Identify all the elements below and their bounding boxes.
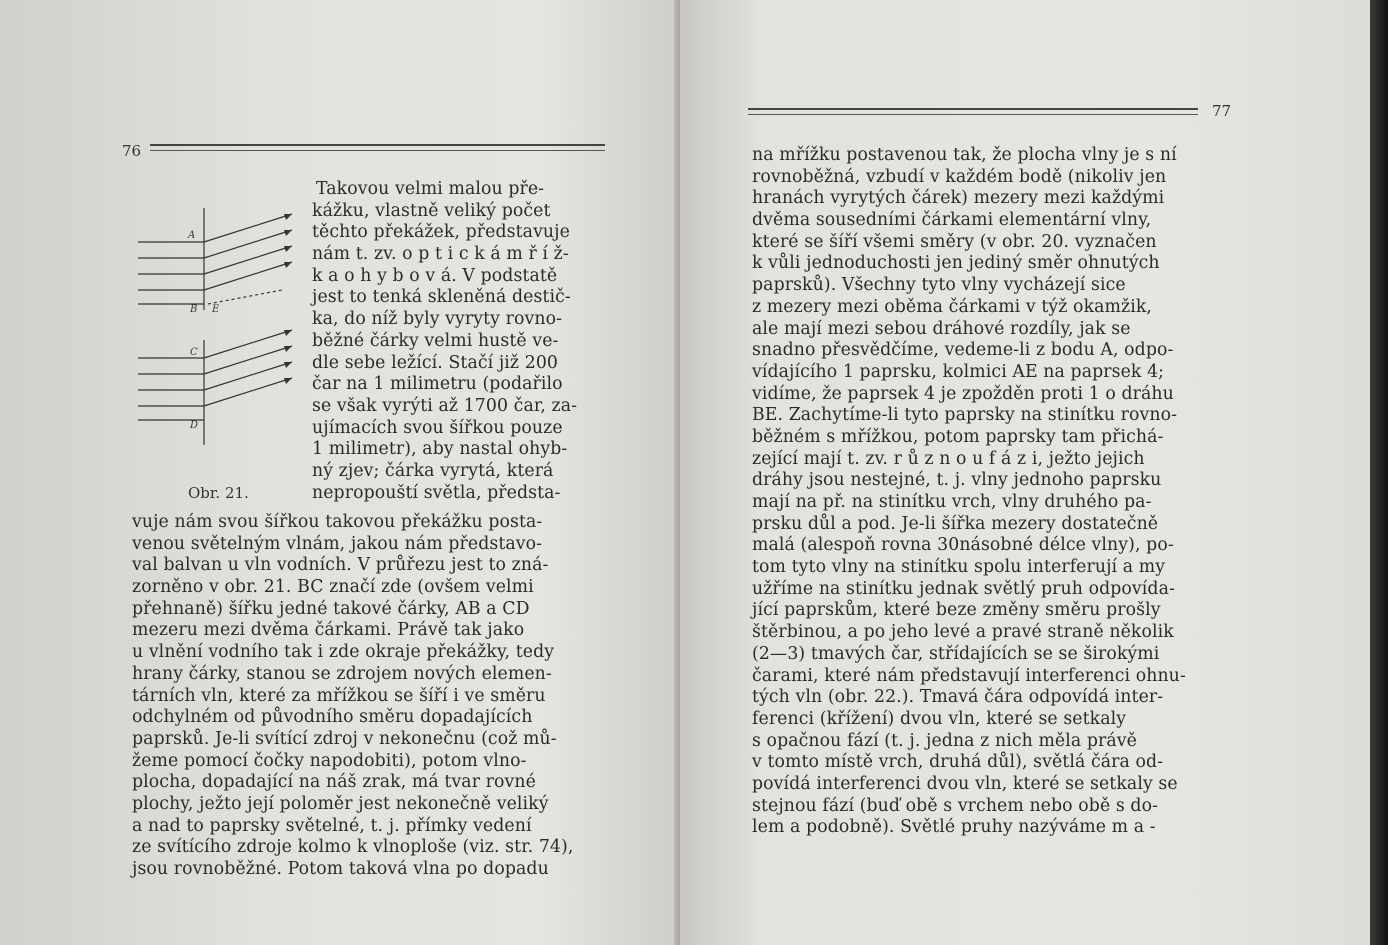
text-line: snadno přesvědčíme, vedeme-li z bodu A, odpo- xyxy=(752,340,1174,361)
scan-edge xyxy=(1370,0,1388,945)
figure-label-b: B xyxy=(190,304,198,315)
text-line: ze svítícího zdroje kolmo k vlnoploše (viz. str. 74), xyxy=(132,837,574,858)
full-width-paragraph xyxy=(132,512,573,881)
text-line: žeme pomocí čočky napodobiti), potom vlno- xyxy=(132,750,527,771)
text-line: hranách vyrytých čárek) mezery mezi každými xyxy=(752,188,1165,209)
text-line: dvěma sousedními čárkami elementární vlny, xyxy=(752,210,1152,231)
text-line: mezeru mezi dvěma čárkami. Právě tak jako xyxy=(132,620,525,641)
text-line: povídá interferenci dvou vln, které se setkaly se xyxy=(752,773,1178,794)
text-line: z mezery mezi oběma čárkami v týž okamžik, xyxy=(752,296,1153,317)
figure-label-a: A xyxy=(188,230,196,241)
text-line: 1 milimetr), aby nastal ohyb- xyxy=(312,439,568,460)
text-line: štěrbinou, a po jeho levé a pravé straně několik xyxy=(752,622,1174,643)
text-line: se však vyrýti až 1700 čar, za- xyxy=(312,395,578,416)
text-line: (2—3) tmavých čar, střídajících se se širokými xyxy=(752,643,1160,664)
wrapped-paragraph xyxy=(312,179,577,504)
text-line: zorněno v obr. 21. BC značí zde (ovšem velmi xyxy=(132,577,534,598)
text-line: lem a podobně). Světlé pruhy nazýváme m a - xyxy=(752,817,1156,838)
text-line: tárních vln, které za mřížkou se šíří i ve směru xyxy=(132,685,546,706)
header-rule-left xyxy=(150,144,605,151)
text-line: kážku, vlastně veliký počet xyxy=(312,200,551,221)
text-line: u vlnění vodního tak i zde okraje překážky, tedy xyxy=(132,642,555,663)
text-line: ka, do níž byly vyryty rovno- xyxy=(312,309,563,330)
text-line: plocha, dopadající na náš zrak, má tvar rovné xyxy=(132,772,536,793)
text-line: ale mají mezi sebou dráhové rozdíly, jak se xyxy=(752,318,1131,339)
text-line: BE. Zachytíme-li tyto paprsky na stinítku rovno- xyxy=(752,405,1178,426)
text-line: vidíme, že paprsek 4 je zpožděn proti 1 o dráhu xyxy=(752,383,1174,404)
text-line: jsou rovnoběžné. Potom taková vlna po dopadu xyxy=(132,859,549,879)
text-line: k vůli jednoduchosti jen jediný směr ohnutých xyxy=(752,253,1160,274)
text-line: odchylném od původního směru dopadajících xyxy=(132,707,533,728)
text-line: stejnou fází (buď obě s vrchem nebo obě s do- xyxy=(752,795,1159,816)
text-line: tom tyto vlny na stinítku spolu interferují a my xyxy=(752,557,1166,578)
text-line: které se šíří všemi směry (v obr. 20. vyznačen xyxy=(752,231,1157,252)
figure-label-c: C xyxy=(190,347,198,358)
right-paragraph xyxy=(752,145,1186,839)
text-line: rovnoběžná, vzbudí v každém bodě (nikoliv jen xyxy=(752,166,1167,187)
text-line: vuje nám svou šířkou takovou překážku posta- xyxy=(132,512,543,532)
text-line: zející mají t. zv. r ů z n o u f á z i, ježto jejich xyxy=(752,448,1145,469)
text-line: vídajícího 1 paprsku, kolmici AE na paprsek 4; xyxy=(752,361,1165,382)
right-page xyxy=(680,0,1370,945)
page-number-left: 76 xyxy=(122,142,142,160)
text-line: k a o h y b o v á. V podstatě xyxy=(312,265,558,286)
diffraction-grating-figure xyxy=(132,200,307,460)
text-line: venou světelným vlnám, jakou nám představo- xyxy=(132,533,543,554)
text-line: ferenci (křížení) dvou vln, které se setkaly xyxy=(752,708,1127,729)
text-line: dle sebe ležící. Stačí již 200 xyxy=(312,352,559,373)
text-line: jest to tenká skleněná destič- xyxy=(312,287,571,308)
text-line: prsku důl a pod. Je-li šířka mezery dostatečně xyxy=(752,513,1159,534)
text-line: těchto překážek, představuje xyxy=(312,222,570,243)
text-line: na mřížku postavenou tak, že plocha vlny je s ní xyxy=(752,145,1177,165)
text-line: hrany čárky, stanou se zdrojem nových elemen- xyxy=(132,663,552,684)
text-line: val balvan u vln vodních. V průřezu jest to zná- xyxy=(132,555,549,576)
text-line: mají na př. na stinítku vrch, vlny druhého pa- xyxy=(752,492,1152,512)
text-line: dráhy jsou nestejné, t. j. vlny jednoho paprsku xyxy=(752,470,1162,491)
text-line: s opačnou fází (t. j. jedna z nich měla právě xyxy=(752,730,1137,751)
figure-label-e: E xyxy=(212,304,220,315)
text-line: čar na 1 milimetru (podařilo xyxy=(312,374,563,395)
header-rule-right xyxy=(748,108,1198,115)
text-line: ujímacích svou šířkou pouze xyxy=(312,417,563,438)
text-line: v tomto místě vrch, druhá důl), světlá čára od- xyxy=(752,752,1164,773)
text-line: a nad to paprsky světelné, t. j. přímky vedení xyxy=(132,815,532,836)
text-line: paprsků). Všechny tyto vlny vycházejí sice xyxy=(752,275,1126,296)
page-number-right: 77 xyxy=(1212,102,1232,120)
figure-label-d: D xyxy=(190,420,199,431)
text-line: plochy, ježto její poloměr jest nekonečně veliký xyxy=(132,793,549,814)
text-line: tých vln (obr. 22.). Tmavá čára odpovídá inter- xyxy=(752,687,1164,708)
text-line: nám t. zv. o p t i c k á m ř í ž- xyxy=(312,244,569,265)
text-line: užříme na stinítku jednak světlý pruh odpovída- xyxy=(752,578,1175,599)
text-line: přehnaně) šířku jedné takové čárky, AB a CD xyxy=(132,598,530,619)
text-line: běžném s mřížkou, potom paprsky tam přichá- xyxy=(752,426,1164,447)
text-line: nepropouští světla, předsta- xyxy=(312,482,561,503)
text-line: Takovou velmi malou pře- xyxy=(316,179,545,199)
text-line: běžné čárky velmi hustě ve- xyxy=(312,330,559,351)
text-line: paprsků. Je-li svítící zdroj v nekonečnu (což mů- xyxy=(132,728,557,749)
text-line: malá (alespoň rovna 30násobné délce vlny), po- xyxy=(752,535,1174,556)
figure-caption: Obr. 21. xyxy=(188,484,249,502)
text-line: jící paprskům, které beze změny směru prošly xyxy=(752,600,1161,621)
text-line: ný zjev; čárka vyrytá, která xyxy=(312,460,554,481)
left-page xyxy=(0,0,680,945)
text-line: čarami, které nám představují interferenci ohnu- xyxy=(752,665,1186,686)
